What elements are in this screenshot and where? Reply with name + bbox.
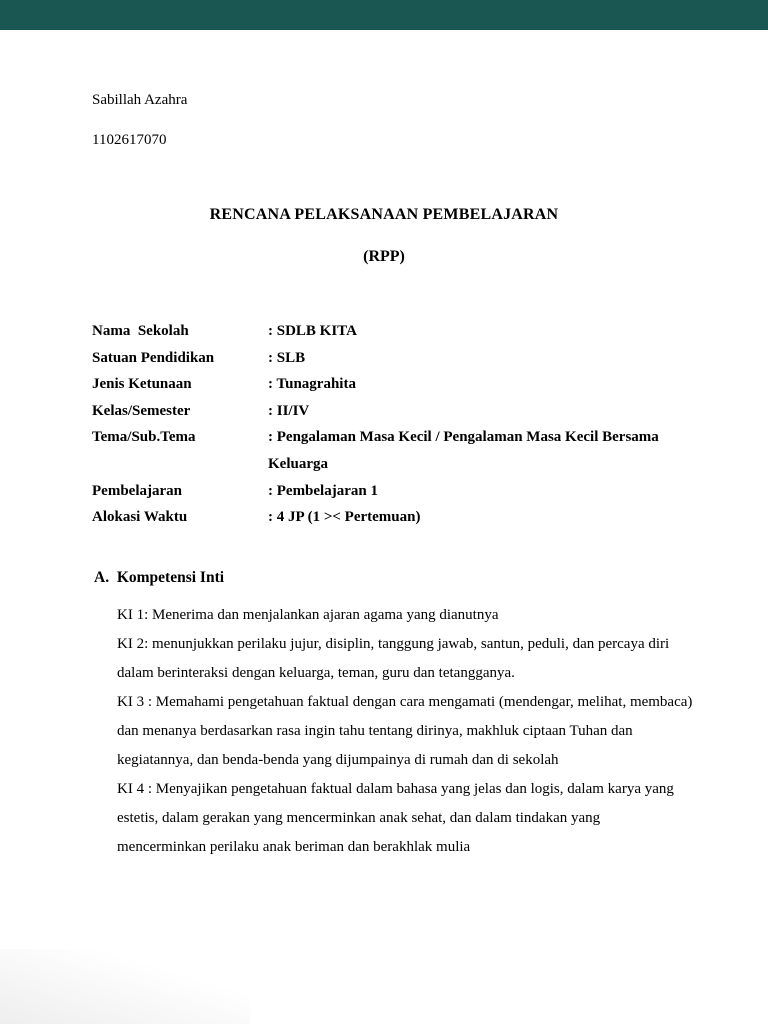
detail-row-alokasi-waktu — [92, 504, 692, 531]
detail-row-jenis-ketunaan — [92, 371, 692, 398]
kompetensi-inti-list — [117, 601, 693, 862]
scan-artifact-bottom-left — [0, 949, 250, 1024]
ki-item-3: KI 3 : Memahami pengetahuan faktual dengan cara mengamati (mendengar, melihat, membaca) dan menanya berdasarkan rasa ingin tahu tentang dirinya, makhluk ciptaan Tuhan dan kegiatannya, dan benda-benda yang dijumpainya di rumah dan di sekolah — [117, 693, 693, 768]
detail-value: : SLB — [268, 349, 306, 366]
detail-label: Kelas/Semester — [92, 402, 191, 419]
document-subtitle: (RPP) — [363, 248, 405, 265]
top-teal-bar — [0, 0, 768, 30]
ki-item-2: KI 2: menunjukkan perilaku jujur, disiplin, tanggung jawab, santun, peduli, dan percaya diri dalam berinteraksi dengan keluarga, teman, guru dan tetangganya. — [117, 635, 670, 681]
detail-row-nama-sekolah — [92, 318, 692, 345]
document-page — [0, 92, 768, 862]
detail-label: Tema/Sub.Tema — [92, 429, 196, 446]
detail-label: Pembelajaran — [92, 482, 182, 499]
details-table — [92, 318, 692, 531]
ki-item-4: KI 4 : Menyajikan pengetahuan faktual dalam bahasa yang jelas dan logis, dalam karya yang estetis, dalam gerakan yang mencerminkan anak sehat, dan dalam tindakan yang mencerminkan perilaku anak beriman dan berakhlak mulia — [117, 780, 674, 855]
detail-label: Jenis Ketunaan — [92, 376, 192, 393]
ki-item-1: KI 1: Menerima dan menjalankan ajaran agama yang dianutnya — [117, 606, 499, 623]
detail-value: : Pengalaman Masa Kecil / Pengalaman Masa Kecil Bersama Keluarga — [268, 429, 659, 472]
detail-value: : SDLB KITA — [268, 323, 357, 339]
detail-value: : II/IV — [268, 402, 310, 419]
document-title: RENCANA PELAKSANAAN PEMBELAJARAN — [209, 206, 559, 223]
detail-value: : 4 JP (1 >< Pertemuan) — [268, 509, 421, 526]
author-id: 1102617070 — [92, 132, 167, 148]
detail-row-pembelajaran — [92, 478, 692, 505]
detail-label: Nama Sekolah — [92, 323, 189, 339]
detail-value: : Pembelajaran 1 — [268, 482, 378, 499]
detail-row-satuan-pendidikan — [92, 345, 692, 372]
detail-label: Satuan Pendidikan — [92, 349, 215, 366]
detail-row-tema-subtema — [92, 424, 692, 477]
section-a-heading: A. Kompetensi Inti — [94, 568, 225, 586]
detail-label: Alokasi Waktu — [92, 509, 188, 526]
detail-row-kelas-semester — [92, 398, 692, 425]
author-name: Sabillah Azahra — [92, 92, 188, 108]
detail-value: : Tunagrahita — [268, 376, 356, 393]
